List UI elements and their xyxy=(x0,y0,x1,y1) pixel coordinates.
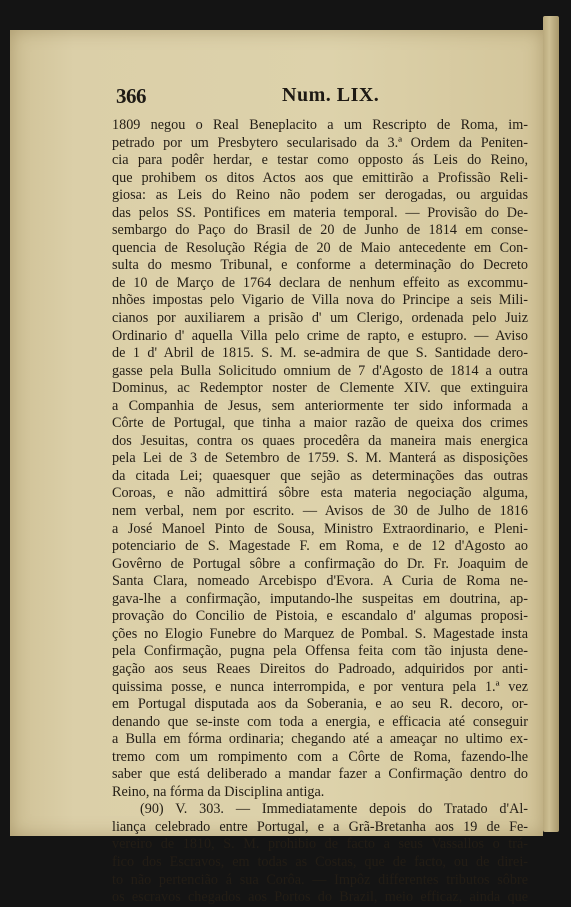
body-text xyxy=(112,117,528,907)
text-line: Reino, na fórma da Disciplina antiga. xyxy=(112,783,325,800)
text-line: 1809 negou o Real Beneplacito a um Rescripto de Roma, im- xyxy=(112,117,528,133)
text-line: nhões impostas pelo Vigario de Villa nova do Principe a seis Mili- xyxy=(112,292,528,309)
page-header xyxy=(116,84,476,112)
text-line: de 1 d' Abril de 1815. S. M. se-admira de que S. Santidade dero- xyxy=(112,345,528,362)
text-line: gasse pela Bulla Solicitudo omnium de 7 d'Agosto de 1814 a outra xyxy=(112,362,528,379)
text-line: pela Confirmação, pugna pela Offensa feita com tão injusta dene- xyxy=(112,643,528,660)
text-line: Dominus, ac Redemptor noster de Clemente XIV. que extinguira xyxy=(112,380,528,397)
text-line: giosa: as Leis do Reino não podem ser derogadas, ou arguidas xyxy=(112,187,528,204)
text-line: Santa Clara, nomeado Arcebispo d'Evora. A Curia de Roma ne- xyxy=(112,573,528,590)
text-line: tremo com um rompimento com a Côrte de Roma, fazendo-lhe xyxy=(112,748,528,765)
text-line: quencia de Resolução Régia de 20 de Maio antecedente em Con- xyxy=(112,239,528,256)
text-line: vereiro de 1810, S. M. prohibio de facto a seus Vassallos o trá- xyxy=(112,836,528,853)
text-line: de 10 de Março de 1764 declara de nenhum effeito as excommu- xyxy=(112,274,528,291)
text-line: sulta do mesmo Tribunal, e conforme a determinação do Decreto xyxy=(112,257,528,274)
text-line: ções no Elogio Funebre do Marquez de Pombal. S. Magestade insta xyxy=(112,625,528,642)
text-line: pela Lei de 3 de Setembro de 1759. S. M. Manterá as disposições xyxy=(112,450,528,467)
text-line: denando que se-inste com toda a energia, e efficacia até conseguir xyxy=(112,713,528,730)
text-line: liança celebrado entre Portugal, e a Grã-Bretanha aos 19 de Fe- xyxy=(112,818,528,835)
text-line: petrado por um Presbytero secularisado da 3.ª Ordem da Peniten- xyxy=(112,134,528,151)
text-line: quissima posse, e nunca interrompida, e por ventura pela 1.ª vez xyxy=(112,678,528,695)
text-line: nem verbal, nem por escrito. — Avisos de 30 de Julho de 1816 xyxy=(112,503,528,520)
text-line: to não pertencião á sua Corôa. — Impôz differentes tributos sôbre xyxy=(112,871,528,888)
text-line: os escravos chegados aos Portos do Brazil, meio efficaz, ainda que xyxy=(112,889,528,906)
page-edge xyxy=(543,16,559,832)
text-line: que prohibem os ditos Actos aos que emittirão a Profissão Reli- xyxy=(112,169,528,186)
text-line: sembargo do Paço do Brasil de 20 de Junho de 1814 em conse- xyxy=(112,222,528,239)
text-line: cianos por auxiliarem a prisão d' um Clerigo, ordenada pelo Juiz xyxy=(112,310,528,327)
text-line: da citada Lei; quaesquer que sejão as determinações das outras xyxy=(112,467,528,484)
text-line: Côrte de Portugal, que tinha a maior razão de queixa dos crimes xyxy=(112,415,528,432)
text-line: cia para podêr herdar, e testar como opposto ás Leis do Reino, xyxy=(112,152,528,169)
text-line: Ordinario d' aquella Villa pelo crime de rapto, e estupro. — Aviso xyxy=(112,327,528,344)
text-line: em Portugal disputada aos da Soberania, e ao seu R. decoro, or- xyxy=(112,696,528,713)
text-line: a Companhia de Jesus, sem anteriormente ter sido informada a xyxy=(112,397,528,414)
text-line: provação do Concilio de Pistoia, e escandalo d' algumas proposi- xyxy=(112,608,528,625)
text-line: Coroas, e não admittirá sôbre esta materia negociação alguma, xyxy=(112,485,528,502)
text-line: gava-lhe a confirmação, imputando-lhe suspeitas em doutrina, ap- xyxy=(112,590,528,607)
text-line: (90) V. 303. — Immediatamente depois do Tratado d'Al- xyxy=(140,801,528,818)
text-line: fico dos Escravos, em todas as Costas, que de facto, ou de direi- xyxy=(112,853,528,870)
text-line: a José Manoel Pinto de Sousa, Ministro Extraordinario, e Pleni- xyxy=(112,520,528,537)
text-line: das pelos SS. Pontifices em materia temporal. — Provisão do De- xyxy=(112,204,528,221)
text-line: potenciario de S. Magestade F. em Roma, e de 12 d'Agosto ao xyxy=(112,538,528,555)
text-line: dos Jesuitas, contra os quaes procedêra da maneira mais energica xyxy=(112,432,528,449)
text-line: a Bulla em fórma ordinaria; chegando até a ameaçar no ultimo ex- xyxy=(112,731,528,748)
page-number: 366 xyxy=(116,84,146,108)
issue-number: Num. LIX. xyxy=(282,84,380,106)
text-line: gação aos seus Reaes Direitos do Padroado, adquiridos por anti- xyxy=(112,660,528,677)
text-line: Govêrno de Portugal sôbre a confirmação do Dr. Fr. Joaquim de xyxy=(112,555,528,572)
text-line: saber que está deliberado a mandar fazer a Confirmação dentro do xyxy=(112,766,528,783)
